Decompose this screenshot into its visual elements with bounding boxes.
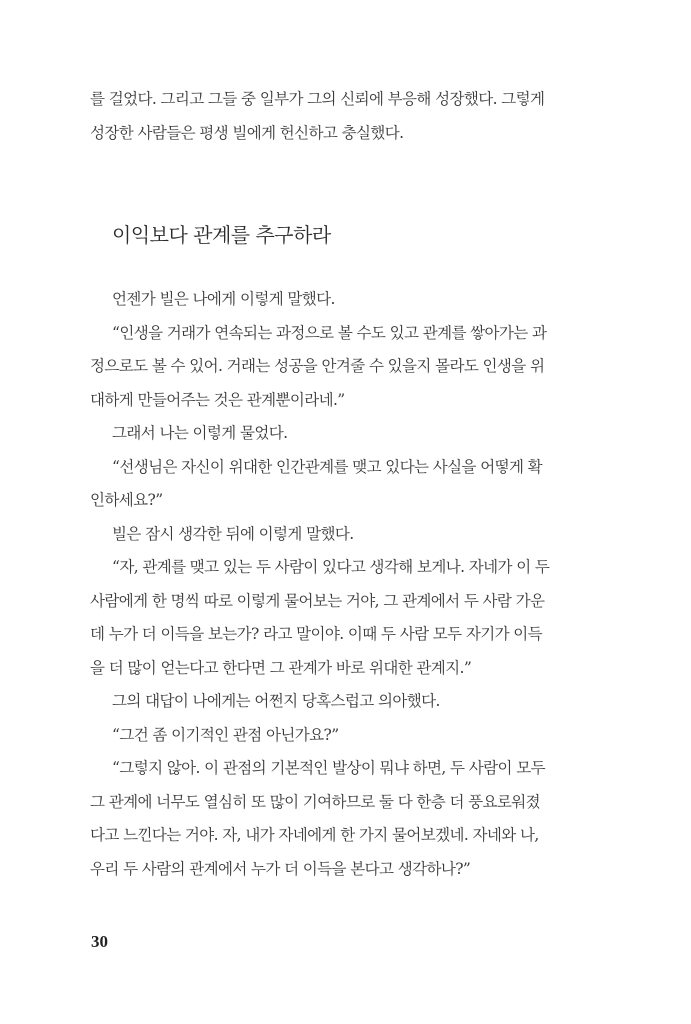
continuation-paragraph (90, 83, 578, 150)
section-title: 이익보다 관계를 추구하라 (112, 223, 331, 247)
text-line: 그 관계에 너무도 열심히 또 많이 기여하므로 둘 다 한층 더 풍요로워졌 (90, 792, 541, 811)
text-line: 정으로도 볼 수 있어. 거래는 성공을 안겨줄 수 있을지 몰라도 인생을 위 (90, 357, 545, 375)
text-line: “그렇지 않아. 이 관점의 기본적인 발상이 뭐냐 하면, 두 사람이 모두 (112, 759, 545, 777)
text-line: “그건 좀 이기적인 관점 아닌가요?” (112, 725, 339, 744)
text-line: 빌은 잠시 생각한 뒤에 이렇게 말했다. (112, 524, 354, 543)
text-line: 대하게 만들어주는 것은 관계뿐이라네.” (90, 390, 345, 409)
body-text (90, 283, 578, 886)
text-line: 를 걸었다. 그리고 그들 중 일부가 그의 신뢰에 부응해 성장했다. 그렇게 (90, 90, 545, 108)
text-line: 그의 대답이 나에게는 어쩐지 당혹스럽고 의아했다. (112, 692, 440, 710)
text-line: 우리 두 사람의 관계에서 누가 더 이득을 본다고 생각하나?” (90, 859, 471, 878)
text-line: 다고 느낀다는 거야. 자, 내가 자네에게 한 가지 물어보겠네. 자네와 나, (90, 826, 539, 844)
text-line: 데 누가 더 이득을 보는가? 라고 말이야. 이때 두 사람 모두 자기가 이득 (90, 625, 543, 643)
text-line: 언젠가 빌은 나에게 이렇게 말했다. (112, 290, 335, 308)
text-line: 사람에게 한 명씩 따로 이렇게 물어보는 거야, 그 관계에서 두 사람 가운 (90, 591, 545, 610)
text-line: 성장한 사람들은 평생 빌에게 헌신하고 충실했다. (90, 123, 404, 142)
text-line: “선생님은 자신이 위대한 인간관계를 맺고 있다는 사실을 어떻게 확 (112, 457, 543, 476)
text-line: 그래서 나는 이렇게 물었다. (112, 424, 288, 442)
text-line: 을 더 많이 얻는다고 한다면 그 관계가 바로 위대한 관계지.” (90, 658, 472, 677)
text-line: “인생을 거래가 연속되는 과정으로 볼 수도 있고 관계를 쌓아가는 과 (112, 323, 547, 342)
page-number: 30 (91, 932, 108, 951)
text-line: 인하세요?” (90, 491, 163, 509)
text-line: “자, 관계를 맺고 있는 두 사람이 있다고 생각해 보게나. 자네가 이 두 (112, 558, 550, 576)
